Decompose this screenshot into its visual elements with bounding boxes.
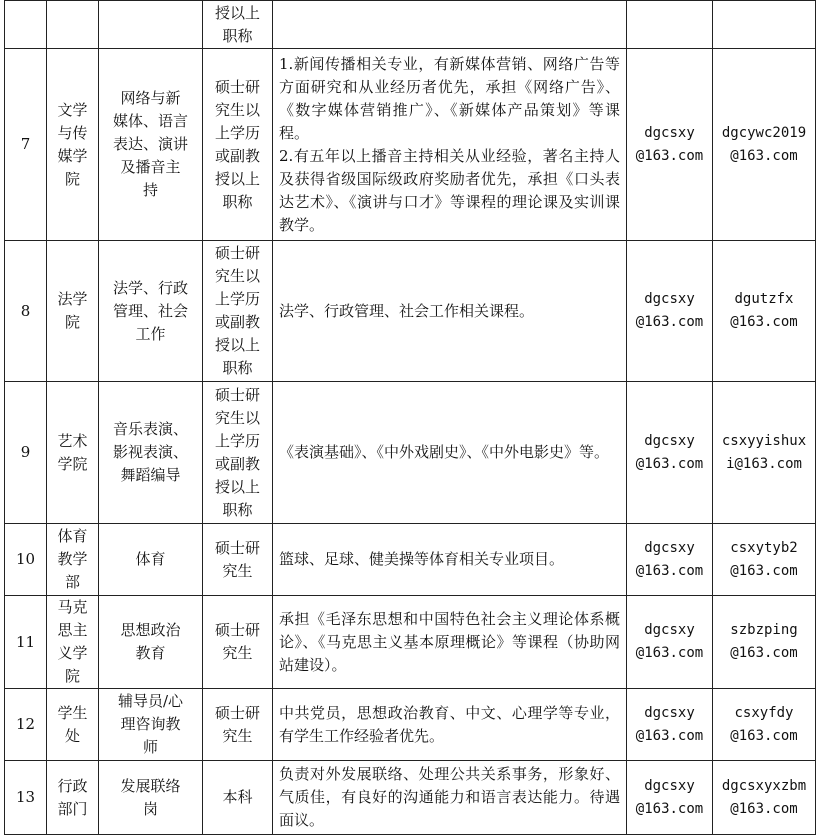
email2-cell: csxyyishux i@163.com [713,382,816,524]
email2-cell: dgutzfx @163.com [713,241,816,382]
college-cell [47,1,99,49]
row-number [5,1,47,49]
table-row [5,761,816,835]
requirement-cell: 1.新闻传播相关专业，有新媒体营销、网络广告等方面研究和从业经历者优先，承担《网络广告》、《数字媒体营销推广》、《新媒体产品策划》等课程。 2.有五年以上播音主持相关从业经验，著名主持人及获得省级国际级政府奖励者优先，承担《口头表达艺术》、《演讲与口才》等课程的理论课及实训课教学。 [273,49,627,241]
degree-cell: 硕士研 究生以 上学历 或副教 授以上 职称 [203,382,273,524]
email1-cell: dgcsxy @163.com [627,382,713,524]
major-cell: 音乐表演、 影视表演、 舞蹈编导 [99,382,203,524]
email2-cell [713,1,816,49]
major-cell: 网络与新 媒体、语言 表达、演讲 及播音主 持 [99,49,203,241]
major-cell: 发展联络 岗 [99,761,203,835]
row-number: 11 [5,596,47,689]
table-row [5,689,816,761]
table-row [5,1,816,49]
major-cell: 思想政治 教育 [99,596,203,689]
row-number: 9 [5,382,47,524]
email1-cell: dgcsxy @163.com [627,761,713,835]
table-row [5,596,816,689]
email1-cell: dgcsxy @163.com [627,524,713,596]
table-row [5,49,816,241]
major-cell [99,1,203,49]
email1-cell: dgcsxy @163.com [627,689,713,761]
requirement-cell: 承担《毛泽东思想和中国特色社会主义理论体系概论》、《马克思主义基本原理概论》等课程（协助网站建设）。 [273,596,627,689]
degree-cell: 硕士研 究生 [203,689,273,761]
row-number: 13 [5,761,47,835]
college-cell: 文学 与传 媒学 院 [47,49,99,241]
email2-cell: dgcsxyxzbm @163.com [713,761,816,835]
email1-cell [627,1,713,49]
row-number: 10 [5,524,47,596]
requirement-cell [273,1,627,49]
row-number: 12 [5,689,47,761]
major-cell: 法学、行政 管理、社会 工作 [99,241,203,382]
recruitment-table [4,0,816,835]
table-row [5,524,816,596]
email2-cell: szbzping @163.com [713,596,816,689]
college-cell: 行政 部门 [47,761,99,835]
row-number: 7 [5,49,47,241]
degree-cell: 硕士研 究生 [203,596,273,689]
major-cell: 体育 [99,524,203,596]
degree-cell: 硕士研 究生以 上学历 或副教 授以上 职称 [203,241,273,382]
college-cell: 体育 教学 部 [47,524,99,596]
email2-cell: csxyfdy @163.com [713,689,816,761]
email1-cell: dgcsxy @163.com [627,49,713,241]
email2-cell: csxytyb2 @163.com [713,524,816,596]
degree-cell: 硕士研 究生以 上学历 或副教 授以上 职称 [203,49,273,241]
requirement-cell: 篮球、足球、健美操等体育相关专业项目。 [273,524,627,596]
row-number: 8 [5,241,47,382]
degree-cell: 本科 [203,761,273,835]
table-row [5,382,816,524]
requirement-cell: 法学、行政管理、社会工作相关课程。 [273,241,627,382]
college-cell: 法学 院 [47,241,99,382]
email2-cell: dgcywc2019 @163.com [713,49,816,241]
email1-cell: dgcsxy @163.com [627,241,713,382]
college-cell: 学生 处 [47,689,99,761]
major-cell: 辅导员/心 理咨询教 师 [99,689,203,761]
degree-cell: 硕士研 究生 [203,524,273,596]
degree-cell: 授以上 职称 [203,1,273,49]
college-cell: 艺术 学院 [47,382,99,524]
college-cell: 马克 思主 义学 院 [47,596,99,689]
requirement-cell: 《表演基础》、《中外戏剧史》、《中外电影史》等。 [273,382,627,524]
requirement-cell: 负责对外发展联络、处理公共关系事务，形象好、气质佳，有良好的沟通能力和语言表达能力。待遇面议。 [273,761,627,835]
requirement-cell: 中共党员，思想政治教育、中文、心理学等专业，有学生工作经验者优先。 [273,689,627,761]
email1-cell: dgcsxy @163.com [627,596,713,689]
table-row [5,241,816,382]
